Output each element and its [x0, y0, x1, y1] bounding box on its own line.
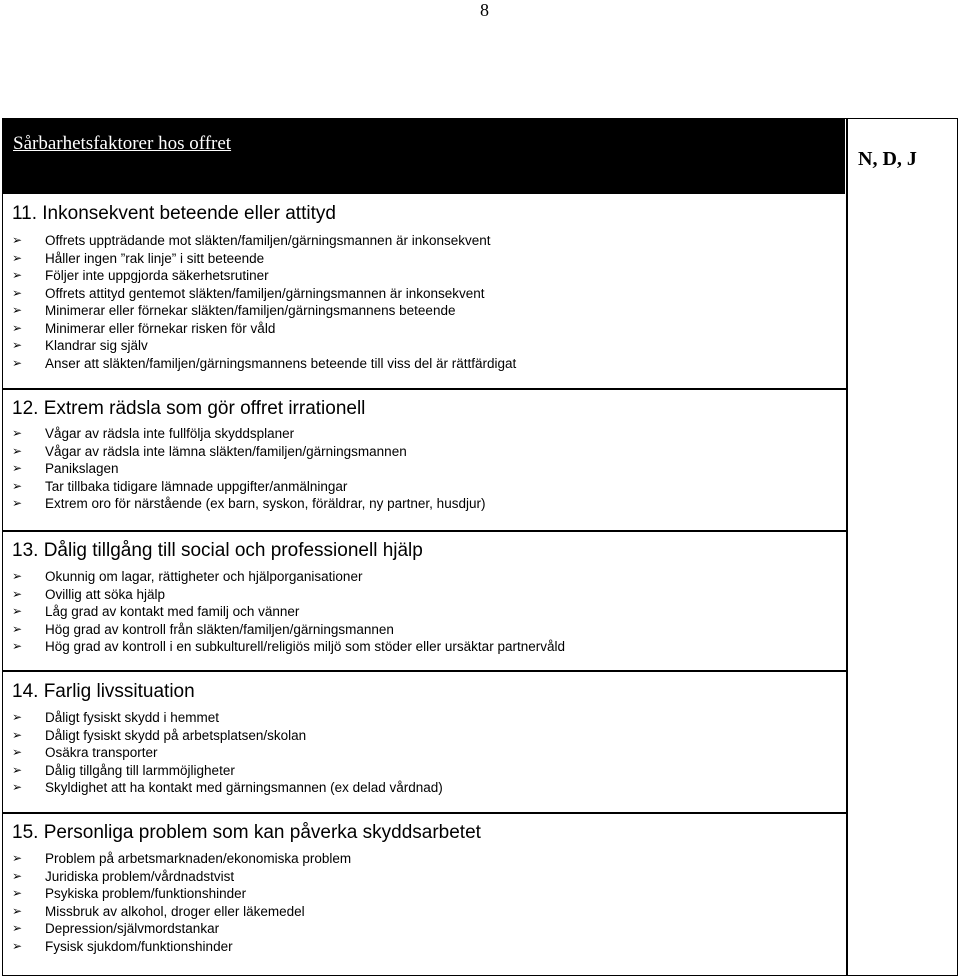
arrowhead-bullet-icon: ➢ [12, 868, 23, 883]
arrowhead-bullet-icon: ➢ [12, 478, 23, 493]
list-item: ➢ Psykiska problem/funktionshinder [12, 886, 247, 901]
list-item: ➢ Offrets uppträdande mot släkten/familjen/gärningsmannen är inkonsekvent [12, 233, 491, 248]
list-item: ➢ Problem på arbetsmarknaden/ekonomiska problem [12, 851, 352, 866]
list-item: ➢ Följer inte uppgjorda säkerhetsrutiner [12, 268, 269, 283]
arrowhead-bullet-icon: ➢ [12, 604, 23, 618]
factor-list [12, 425, 485, 513]
arrowhead-bullet-icon: ➢ [12, 710, 23, 724]
arrowhead-bullet-icon: ➢ [12, 285, 23, 300]
list-item: ➢ Vågar av rädsla inte lämna släkten/familjen/gärningsmannen [12, 443, 407, 459]
list-item: ➢ Minimerar eller förnekar släkten/familjen/gärningsmannens beteende [12, 303, 456, 318]
list-item: ➢ Tar tillbaka tidigare lämnade uppgifter/anmälningar [12, 478, 348, 494]
list-item: ➢ Skyldighet att ha kontakt med gärningsmannen (ex delad vårdnad) [12, 780, 443, 795]
list-item: ➢ Anser att släkten/familjen/gärningsmannens beteende till viss del är rättfärdigat [12, 355, 517, 371]
section-11 [12, 203, 516, 372]
list-item: ➢ Extrem oro för närstående (ex barn, syskon, föräldrar, ny partner, husdjur) [12, 496, 486, 511]
arrowhead-bullet-icon: ➢ [12, 233, 23, 247]
arrowhead-bullet-icon: ➢ [12, 727, 23, 742]
list-item: ➢ Hög grad av kontroll i en subkulturell/religiös miljö som stöder eller ursäktar partnervåld [12, 639, 565, 654]
arrowhead-bullet-icon: ➢ [12, 903, 23, 918]
list-item: ➢ Panikslagen [12, 461, 119, 476]
section-divider [2, 388, 848, 390]
arrowhead-bullet-icon: ➢ [12, 303, 23, 317]
column-divider [846, 118, 848, 976]
section-13 [12, 540, 565, 656]
arrowhead-bullet-icon: ➢ [12, 851, 23, 865]
arrowhead-bullet-icon: ➢ [12, 762, 23, 777]
table-header [3, 119, 845, 194]
list-item: ➢ Hög grad av kontroll från släkten/familjen/gärningsmannen [12, 621, 394, 637]
list-item: ➢ Depression/självmordstankar [12, 921, 220, 936]
arrowhead-bullet-icon: ➢ [12, 780, 23, 794]
page-number: 8 [480, 0, 489, 20]
factor-list [12, 850, 481, 955]
list-item: ➢ Okunnig om lagar, rättigheter och hjälporganisationer [12, 569, 363, 584]
list-item: ➢ Dålig tillgång till larmmöjligheter [12, 762, 235, 778]
section-heading: 11. Inkonsekvent beteende eller attityd [12, 203, 336, 224]
section-divider [2, 530, 848, 532]
rating-code-label: N, D, J [858, 148, 917, 170]
list-item: ➢ Vågar av rädsla inte fullfölja skyddsplaner [12, 426, 295, 441]
section-12 [12, 398, 485, 513]
section-heading: 14. Farlig livssituation [12, 681, 195, 702]
arrowhead-bullet-icon: ➢ [12, 250, 23, 265]
arrowhead-bullet-icon: ➢ [12, 443, 23, 458]
arrowhead-bullet-icon: ➢ [12, 496, 23, 510]
arrowhead-bullet-icon: ➢ [12, 586, 23, 601]
arrowhead-bullet-icon: ➢ [12, 745, 23, 759]
list-item: ➢ Missbruk av alkohol, droger eller läkemedel [12, 903, 305, 919]
section-heading: 13. Dålig tillgång till social och professionell hjälp [12, 540, 423, 561]
section-heading: 12. Extrem rädsla som gör offret irrationell [12, 398, 366, 419]
section-14 [12, 681, 443, 797]
arrowhead-bullet-icon: ➢ [12, 268, 23, 282]
section-15 [12, 822, 481, 955]
list-item: ➢ Offrets attityd gentemot släkten/familjen/gärningsmannen är inkonsekvent [12, 285, 485, 301]
arrowhead-bullet-icon: ➢ [12, 320, 23, 335]
list-item: ➢ Minimerar eller förnekar risken för våld [12, 320, 276, 336]
header-title: Sårbarhetsfaktorer hos offret [13, 133, 232, 154]
list-item: ➢ Dåligt fysiskt skydd på arbetsplatsen/skolan [12, 727, 307, 743]
arrowhead-bullet-icon: ➢ [12, 355, 23, 370]
arrowhead-bullet-icon: ➢ [12, 938, 23, 953]
list-item: ➢ Håller ingen ”rak linje” i sitt beteende [12, 250, 265, 266]
section-heading: 15. Personliga problem som kan påverka skyddsarbetet [12, 822, 481, 843]
arrowhead-bullet-icon: ➢ [12, 461, 23, 475]
list-item: ➢ Klandrar sig själv [12, 338, 148, 353]
list-item: ➢ Låg grad av kontakt med familj och vänner [12, 604, 300, 619]
arrowhead-bullet-icon: ➢ [12, 338, 23, 352]
arrowhead-bullet-icon: ➢ [12, 426, 23, 440]
arrowhead-bullet-icon: ➢ [12, 921, 23, 935]
section-divider [2, 812, 848, 814]
list-item: ➢ Juridiska problem/vårdnadstvist [12, 868, 235, 884]
list-item: ➢ Dåligt fysiskt skydd i hemmet [12, 710, 220, 725]
list-item: ➢ Fysisk sjukdom/funktionshinder [12, 938, 233, 954]
factor-list [12, 232, 516, 372]
arrowhead-bullet-icon: ➢ [12, 639, 23, 653]
arrowhead-bullet-icon: ➢ [12, 621, 23, 636]
arrowhead-bullet-icon: ➢ [12, 569, 23, 583]
arrowhead-bullet-icon: ➢ [12, 886, 23, 900]
factor-list [12, 709, 443, 797]
factor-list [12, 568, 565, 656]
section-divider [2, 670, 848, 672]
list-item: ➢ Ovillig att söka hjälp [12, 586, 166, 602]
list-item: ➢ Osäkra transporter [12, 745, 158, 760]
